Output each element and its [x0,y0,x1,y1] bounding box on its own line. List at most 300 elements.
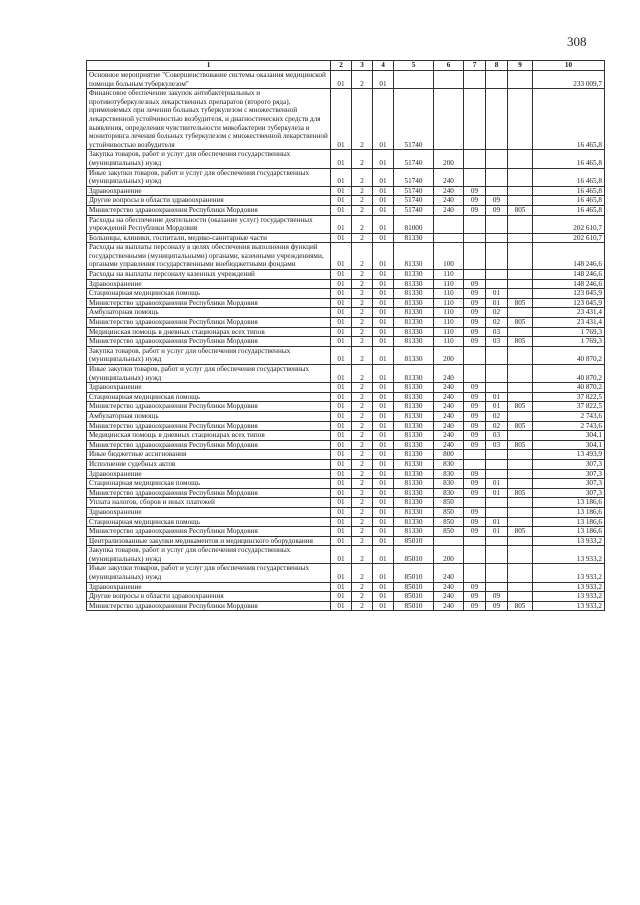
amount-cell: 13 933,2 [533,592,605,602]
code-ministry-cell [508,450,533,460]
item-name-cell: Министерство здравоохранения Республики Мордовия [87,421,331,431]
code-event-cell: 01 [373,308,394,318]
code-section-cell [464,89,486,150]
code-subsection-cell: 01 [486,402,508,412]
code-subprogram-cell: 2 [352,479,373,489]
table-row [87,308,605,318]
code-subprogram-cell: 2 [352,440,373,450]
item-name-cell: Амбулаторная помощь [87,308,331,318]
item-name-cell: Финансовое обеспечение закупок антибактериальных и противотуберкулезных лекарственных препаратов (второго ряда), применяемых при лечении больных туберкулезом с множественной лекарственной устойчивостью возбудителя, и диагностических средств для выявления, определения чувствительности микобактерии туберкулеза и мониторинга лечения больных туберкулезом с множественной лекарственной устойчивостью возбудителя [87,89,331,150]
code-ministry-cell [508,498,533,508]
code-direction-cell: 51740 [394,89,434,150]
code-event-cell: 01 [373,215,394,233]
amount-cell: 13 933,2 [533,546,605,564]
amount-cell: 148 246,6 [533,243,605,270]
code-subprogram-cell: 2 [352,450,373,460]
code-subprogram-cell: 2 [352,536,373,546]
code-section-cell [464,564,486,582]
amount-cell: 148 246,6 [533,279,605,289]
code-ministry-cell [508,383,533,393]
item-name-cell: Здравоохранение [87,507,331,517]
code-event-cell: 01 [373,517,394,527]
code-direction-cell: 81330 [394,507,434,517]
code-event-cell: 01 [373,431,394,441]
code-section-cell: 09 [464,196,486,206]
code-subsection-cell: 02 [486,411,508,421]
item-name-cell: Здравоохранение [87,279,331,289]
code-subprogram-cell: 2 [352,215,373,233]
code-program-cell: 01 [331,270,352,280]
code-direction-cell: 51740 [394,150,434,168]
code-expense-type-cell: 240 [434,440,464,450]
amount-cell: 40 870,2 [533,365,605,383]
code-program-cell: 01 [331,411,352,421]
code-ministry-cell [508,536,533,546]
code-program-cell: 01 [331,279,352,289]
code-subsection-cell: 03 [486,327,508,337]
code-subsection-cell [486,469,508,479]
amount-cell: 307,3 [533,469,605,479]
code-event-cell: 01 [373,411,394,421]
code-subprogram-cell: 2 [352,421,373,431]
code-program-cell: 01 [331,168,352,186]
page-number: 308 [567,34,587,49]
amount-cell: 123 045,9 [533,298,605,308]
code-subsection-cell [486,270,508,280]
item-name-cell: Министерство здравоохранения Республики Мордовия [87,527,331,537]
code-expense-type-cell: 110 [434,337,464,347]
code-section-cell [464,346,486,364]
code-event-cell: 01 [373,392,394,402]
item-name-cell: Основное мероприятие "Совершенствование системы оказания медицинской помощи больным туберкулезом" [87,71,331,89]
code-program-cell: 01 [331,186,352,196]
code-ministry-cell [508,270,533,280]
code-subsection-cell: 09 [486,601,508,611]
item-name-cell: Министерство здравоохранения Республики Мордовия [87,601,331,611]
code-ministry-cell [508,431,533,441]
code-ministry-cell [508,89,533,150]
code-event-cell: 01 [373,582,394,592]
code-event-cell: 01 [373,383,394,393]
code-subprogram-cell: 2 [352,233,373,243]
code-expense-type-cell: 850 [434,527,464,537]
code-section-cell: 09 [464,469,486,479]
item-name-cell: Министерство здравоохранения Республики Мордовия [87,488,331,498]
code-subprogram-cell: 2 [352,337,373,347]
code-ministry-cell: 805 [508,527,533,537]
code-subsection-cell: 03 [486,431,508,441]
code-program-cell: 01 [331,89,352,150]
code-ministry-cell [508,546,533,564]
table-row [87,564,605,582]
code-direction-cell: 81330 [394,270,434,280]
code-subsection-cell [486,243,508,270]
code-direction-cell: 81330 [394,411,434,421]
code-subprogram-cell: 2 [352,601,373,611]
code-section-cell: 09 [464,507,486,517]
code-subprogram-cell: 2 [352,488,373,498]
item-name-cell: Расходы на обеспечение деятельности (оказание услуг) государственных учреждений Республики Мордовия [87,215,331,233]
code-ministry-cell [508,479,533,489]
code-section-cell: 09 [464,279,486,289]
code-event-cell: 01 [373,507,394,517]
item-name-cell: Стационарная медицинская помощь [87,392,331,402]
code-event-cell: 01 [373,601,394,611]
code-expense-type-cell: 110 [434,279,464,289]
code-event-cell: 01 [373,279,394,289]
code-subsection-cell: 01 [486,517,508,527]
code-expense-type-cell: 240 [434,186,464,196]
code-event-cell: 01 [373,498,394,508]
table-row [87,289,605,299]
code-event-cell: 01 [373,196,394,206]
code-subsection-cell: 01 [486,289,508,299]
amount-cell: 233 009,7 [533,71,605,89]
code-section-cell [464,546,486,564]
code-ministry-cell: 805 [508,440,533,450]
code-expense-type-cell: 110 [434,318,464,328]
code-program-cell: 01 [331,308,352,318]
table-row [87,298,605,308]
code-subprogram-cell: 2 [352,411,373,421]
code-subprogram-cell: 2 [352,71,373,89]
code-direction-cell: 81330 [394,517,434,527]
table-row [87,196,605,206]
code-ministry-cell [508,196,533,206]
code-subprogram-cell: 2 [352,150,373,168]
code-subsection-cell [486,383,508,393]
code-expense-type-cell: 110 [434,289,464,299]
code-subsection-cell: 02 [486,421,508,431]
code-section-cell: 09 [464,205,486,215]
code-ministry-cell: 805 [508,298,533,308]
code-subsection-cell [486,498,508,508]
code-section-cell: 09 [464,601,486,611]
code-subsection-cell [486,233,508,243]
code-program-cell: 01 [331,243,352,270]
column-header: 8 [486,61,508,71]
item-name-cell: Стационарная медицинская помощь [87,479,331,489]
item-name-cell: Здравоохранение [87,186,331,196]
code-section-cell: 09 [464,527,486,537]
code-ministry-cell [508,517,533,527]
code-direction-cell: 81330 [394,365,434,383]
code-ministry-cell: 805 [508,601,533,611]
code-subsection-cell [486,279,508,289]
item-name-cell: Министерство здравоохранения Республики Мордовия [87,440,331,450]
code-program-cell: 01 [331,402,352,412]
code-subprogram-cell: 2 [352,459,373,469]
code-subprogram-cell: 2 [352,279,373,289]
code-program-cell: 01 [331,215,352,233]
code-direction-cell: 81330 [394,383,434,393]
code-expense-type-cell: 240 [434,402,464,412]
code-direction-cell: 81330 [394,289,434,299]
code-program-cell: 01 [331,582,352,592]
table-row [87,89,605,150]
code-subsection-cell: 01 [486,488,508,498]
table-row [87,383,605,393]
code-ministry-cell [508,582,533,592]
amount-cell: 40 870,2 [533,346,605,364]
item-name-cell: Другие вопросы в области здравоохранения [87,196,331,206]
code-subprogram-cell: 2 [352,564,373,582]
code-program-cell: 01 [331,421,352,431]
code-subsection-cell [486,564,508,582]
amount-cell: 307,3 [533,488,605,498]
code-ministry-cell [508,507,533,517]
code-direction-cell: 51740 [394,196,434,206]
code-event-cell: 01 [373,346,394,364]
code-event-cell: 01 [373,564,394,582]
code-event-cell: 01 [373,270,394,280]
code-expense-type-cell: 240 [434,383,464,393]
code-ministry-cell: 805 [508,337,533,347]
code-event-cell: 01 [373,233,394,243]
table-row [87,327,605,337]
code-subprogram-cell: 2 [352,392,373,402]
code-subsection-cell [486,582,508,592]
code-direction-cell: 81330 [394,337,434,347]
code-section-cell [464,168,486,186]
code-program-cell: 01 [331,592,352,602]
code-subsection-cell: 02 [486,308,508,318]
item-name-cell: Иные закупки товаров, работ и услуг для обеспечения государственных (муниципальных) нужд [87,168,331,186]
amount-cell: 304,1 [533,440,605,450]
code-section-cell: 09 [464,421,486,431]
table-row [87,402,605,412]
code-subprogram-cell: 2 [352,318,373,328]
code-program-cell: 01 [331,450,352,460]
table-row [87,488,605,498]
amount-cell: 13 186,6 [533,517,605,527]
code-subprogram-cell: 2 [352,592,373,602]
item-name-cell: Министерство здравоохранения Республики Мордовия [87,298,331,308]
item-name-cell: Министерство здравоохранения Республики Мордовия [87,205,331,215]
code-expense-type-cell: 830 [434,488,464,498]
code-subsection-cell: 03 [486,440,508,450]
code-direction-cell: 81330 [394,431,434,441]
code-direction-cell: 81330 [394,479,434,489]
amount-cell: 37 822,5 [533,392,605,402]
table-row [87,431,605,441]
code-subprogram-cell: 2 [352,308,373,318]
code-ministry-cell [508,168,533,186]
code-program-cell: 01 [331,488,352,498]
amount-cell: 16 465,8 [533,150,605,168]
table-row [87,411,605,421]
code-expense-type-cell: 830 [434,459,464,469]
code-subprogram-cell: 2 [352,346,373,364]
code-event-cell: 01 [373,318,394,328]
code-subprogram-cell: 2 [352,527,373,537]
table-row [87,601,605,611]
code-section-cell [464,71,486,89]
code-expense-type-cell: 110 [434,270,464,280]
item-name-cell: Министерство здравоохранения Республики Мордовия [87,318,331,328]
code-subprogram-cell: 2 [352,270,373,280]
code-expense-type-cell: 830 [434,469,464,479]
code-program-cell: 01 [331,517,352,527]
code-subsection-cell [486,365,508,383]
code-ministry-cell: 805 [508,402,533,412]
table-row [87,527,605,537]
code-event-cell: 01 [373,488,394,498]
code-section-cell [464,215,486,233]
code-program-cell: 01 [331,337,352,347]
code-section-cell: 09 [464,383,486,393]
code-expense-type-cell: 240 [434,196,464,206]
amount-cell: 16 465,8 [533,196,605,206]
code-ministry-cell [508,592,533,602]
table-row [87,150,605,168]
code-ministry-cell: 805 [508,488,533,498]
item-name-cell: Больницы, клиники, госпитали, медико-санитарные части [87,233,331,243]
code-section-cell: 09 [464,431,486,441]
code-subprogram-cell: 2 [352,469,373,479]
code-subsection-cell [486,71,508,89]
amount-cell: 37 822,5 [533,402,605,412]
code-program-cell: 01 [331,233,352,243]
amount-cell: 13 933,2 [533,582,605,592]
code-subsection-cell [486,507,508,517]
code-section-cell: 09 [464,289,486,299]
code-section-cell: 09 [464,488,486,498]
item-name-cell: Исполнение судебных актов [87,459,331,469]
code-subprogram-cell: 2 [352,243,373,270]
code-ministry-cell [508,308,533,318]
item-name-cell: Уплата налогов, сборов и иных платежей [87,498,331,508]
amount-cell: 13 186,6 [533,507,605,517]
table-row [87,205,605,215]
code-subprogram-cell: 2 [352,205,373,215]
table-row [87,469,605,479]
code-program-cell: 01 [331,431,352,441]
code-expense-type-cell: 830 [434,479,464,489]
table-row [87,346,605,364]
item-name-cell: Централизованные закупки медикаментов и медицинского оборудования [87,536,331,546]
code-subprogram-cell: 2 [352,289,373,299]
code-program-cell: 01 [331,196,352,206]
code-expense-type-cell: 240 [434,592,464,602]
code-ministry-cell [508,459,533,469]
code-event-cell: 01 [373,592,394,602]
code-direction-cell: 81330 [394,308,434,318]
code-subsection-cell [486,186,508,196]
code-expense-type-cell: 240 [434,601,464,611]
code-expense-type-cell [434,71,464,89]
code-section-cell: 09 [464,479,486,489]
amount-cell: 148 246,6 [533,270,605,280]
code-ministry-cell [508,215,533,233]
code-direction-cell: 81330 [394,243,434,270]
code-program-cell: 01 [331,289,352,299]
code-program-cell: 01 [331,71,352,89]
item-name-cell: Министерство здравоохранения Республики Мордовия [87,402,331,412]
code-subsection-cell [486,150,508,168]
code-subsection-cell: 09 [486,205,508,215]
amount-cell: 40 870,2 [533,383,605,393]
code-expense-type-cell [434,89,464,150]
item-name-cell: Иные бюджетные ассигнования [87,450,331,460]
code-ministry-cell [508,327,533,337]
item-name-cell: Стационарная медицинская помощь [87,517,331,527]
code-event-cell: 01 [373,402,394,412]
code-direction-cell [394,71,434,89]
code-subsection-cell [486,89,508,150]
table-row [87,507,605,517]
code-direction-cell: 81330 [394,392,434,402]
code-subprogram-cell: 2 [352,402,373,412]
table-header-row [87,61,605,71]
code-direction-cell: 81330 [394,298,434,308]
item-name-cell: Закупка товаров, работ и услуг для обеспечения государственных (муниципальных) нужд [87,346,331,364]
code-subsection-cell [486,450,508,460]
amount-cell: 202 610,7 [533,215,605,233]
code-expense-type-cell: 110 [434,298,464,308]
amount-cell: 307,3 [533,459,605,469]
code-expense-type-cell: 240 [434,564,464,582]
code-program-cell: 01 [331,205,352,215]
code-section-cell: 09 [464,308,486,318]
code-subsection-cell [486,546,508,564]
table-row [87,270,605,280]
amount-cell: 304,1 [533,431,605,441]
code-direction-cell: 85010 [394,546,434,564]
code-event-cell: 01 [373,205,394,215]
table-row [87,459,605,469]
code-expense-type-cell: 240 [434,205,464,215]
code-direction-cell: 85010 [394,536,434,546]
code-program-cell: 01 [331,383,352,393]
code-program-cell: 01 [331,365,352,383]
amount-cell: 16 465,8 [533,168,605,186]
column-header: 3 [352,61,373,71]
code-ministry-cell: 805 [508,205,533,215]
amount-cell: 2 743,6 [533,411,605,421]
code-subsection-cell: 01 [486,527,508,537]
code-section-cell [464,150,486,168]
item-name-cell: Иные закупки товаров, работ и услуг для обеспечения государственных (муниципальных) нужд [87,564,331,582]
code-ministry-cell [508,233,533,243]
code-ministry-cell [508,469,533,479]
code-section-cell: 09 [464,440,486,450]
item-name-cell: Стационарная медицинская помощь [87,289,331,299]
code-subprogram-cell: 2 [352,365,373,383]
code-event-cell: 01 [373,459,394,469]
code-direction-cell: 81330 [394,469,434,479]
amount-cell: 16 465,8 [533,89,605,150]
item-name-cell: Амбулаторная помощь [87,411,331,421]
code-ministry-cell [508,564,533,582]
code-direction-cell: 81330 [394,498,434,508]
table-row [87,498,605,508]
code-expense-type-cell: 240 [434,421,464,431]
table-row [87,421,605,431]
table-body [87,71,605,611]
code-subprogram-cell: 2 [352,383,373,393]
code-expense-type-cell: 100 [434,243,464,270]
code-event-cell: 01 [373,536,394,546]
column-header: 2 [331,61,352,71]
amount-cell: 23 431,4 [533,308,605,318]
code-direction-cell: 81330 [394,527,434,537]
column-header: 4 [373,61,394,71]
code-direction-cell: 51740 [394,186,434,196]
code-subprogram-cell: 2 [352,546,373,564]
code-program-cell: 01 [331,601,352,611]
column-header: 9 [508,61,533,71]
